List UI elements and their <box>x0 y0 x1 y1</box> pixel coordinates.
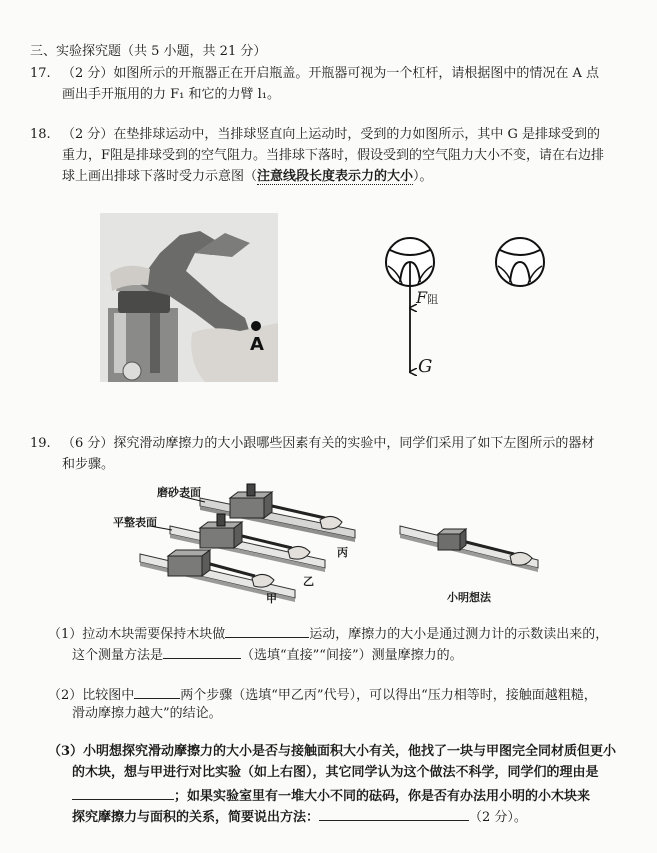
label-smooth-surface: 平整表面 <box>113 516 157 529</box>
q19-sub2-line1 <box>48 685 597 704</box>
bottle-opener-photo <box>100 213 278 382</box>
q18-text-line1: （2 分）在垫排球运动中，当排球竖直向上运动时，受到的力如图所示，其中 G 是排球受到的 <box>62 127 601 142</box>
q19-sub1-text-b: 运动，摩擦力的大小是通过测力计的示数读出来的， <box>309 627 609 642</box>
q18-number: 18. <box>30 127 51 142</box>
q18-text-line2: 重力，F阻是排球受到的空气阻力。当排球下落时，假设受到的空气阻力大小不变，请在右边排 <box>62 148 605 163</box>
q19-sub3-text-d: 探究摩擦力与面积的关系，简要说出方法： <box>72 810 320 825</box>
q19-sub2-text-a: （2）比较图中 <box>48 688 135 703</box>
point-a-label: A <box>250 334 264 355</box>
q19-sub2-line2: 滑动摩擦力越大”的结论。 <box>72 706 222 721</box>
q19-sub3-line3 <box>72 786 590 805</box>
answer-blank-reason[interactable] <box>72 786 174 800</box>
f-label-subscript: 阻 <box>427 293 439 306</box>
q19-sub1-text-c: 这个测量方法是 <box>72 648 164 663</box>
q19-sub1-text-a: （1）拉动木块需要保持木块做 <box>48 627 226 642</box>
q18-emphasis-note: 注意线段长度表示力的大小 <box>257 169 414 184</box>
q19-sub1-text-d: （选填“直接”“间接”）测量摩擦力的。 <box>241 648 463 663</box>
q18-text-line3a: 球上画出排球下落时受力示意图（ <box>62 169 258 184</box>
label-jia: 甲 <box>266 592 277 605</box>
bottle-opener-illustration <box>100 213 278 382</box>
q19-number: 19. <box>30 436 51 451</box>
q19-sub3-line2: 的木块，想与甲进行对比实验（如上右图），其它同学认为这个做法不科学，同学们的理由是 <box>72 765 599 780</box>
section-title: 三、实验探究题（共 5 小题，共 21 分） <box>30 44 267 59</box>
answer-blank-method-desc[interactable] <box>319 807 469 821</box>
volleyball-right <box>496 238 544 286</box>
answer-blank-method[interactable] <box>163 645 241 659</box>
q19-sub3-line1: （3）小明想探究滑动摩擦力的大小是否与接触面积大小有关，他找了一块与甲图完全同材质但更小 <box>48 744 617 759</box>
q17-number: 17. <box>30 66 51 81</box>
q19-sub2-text-b: 两个步骤（选填“甲乙丙”代号），可以得出“压力相等时，接触面越粗糙， <box>180 688 597 703</box>
q19-sub1-line2 <box>72 645 463 664</box>
q17-text-line1: （2 分）如图所示的开瓶器正在开启瓶盖。开瓶器可视为一个杠杆，请根据图中的情况在 A 点 <box>62 66 600 81</box>
answer-blank-steps[interactable] <box>134 685 180 699</box>
label-xiaoming: 小明想法 <box>447 591 491 604</box>
q19-sub3-text-c: ；如果实验室里有一堆大小不同的砝码，你是否有办法用小明的小木块来 <box>174 789 591 804</box>
q19-text-line1: （6 分）探究滑动摩擦力的大小跟哪些因素有关的实验中，同学们采用了如下左图所示的器材 <box>62 436 595 451</box>
q18-text-line3c: ）。 <box>413 169 433 184</box>
label-yi: 乙 <box>303 575 314 588</box>
q19-sub3-line4 <box>72 807 527 826</box>
q17-text-line2: 画出手开瓶用的力 F₁ 和它的力臂 l₁。 <box>62 87 280 102</box>
f-resistance-label <box>416 288 438 307</box>
q19-sub3-text-e: （2 分）。 <box>469 810 527 825</box>
q19-text-line2: 和步骤。 <box>62 457 115 472</box>
xiaoming-experiment-figure <box>398 520 548 580</box>
q19-sub1-line1 <box>48 624 608 643</box>
label-rough-surface: 磨砂表面 <box>157 486 201 499</box>
q18-text-line3 <box>62 169 433 185</box>
label-bing: 丙 <box>337 546 348 559</box>
friction-experiment-figure <box>110 482 370 608</box>
f-label-letter: F <box>416 288 428 307</box>
volleyball-force-diagram <box>380 232 560 382</box>
answer-blank-motion[interactable] <box>225 624 309 638</box>
g-label: G <box>418 356 433 377</box>
